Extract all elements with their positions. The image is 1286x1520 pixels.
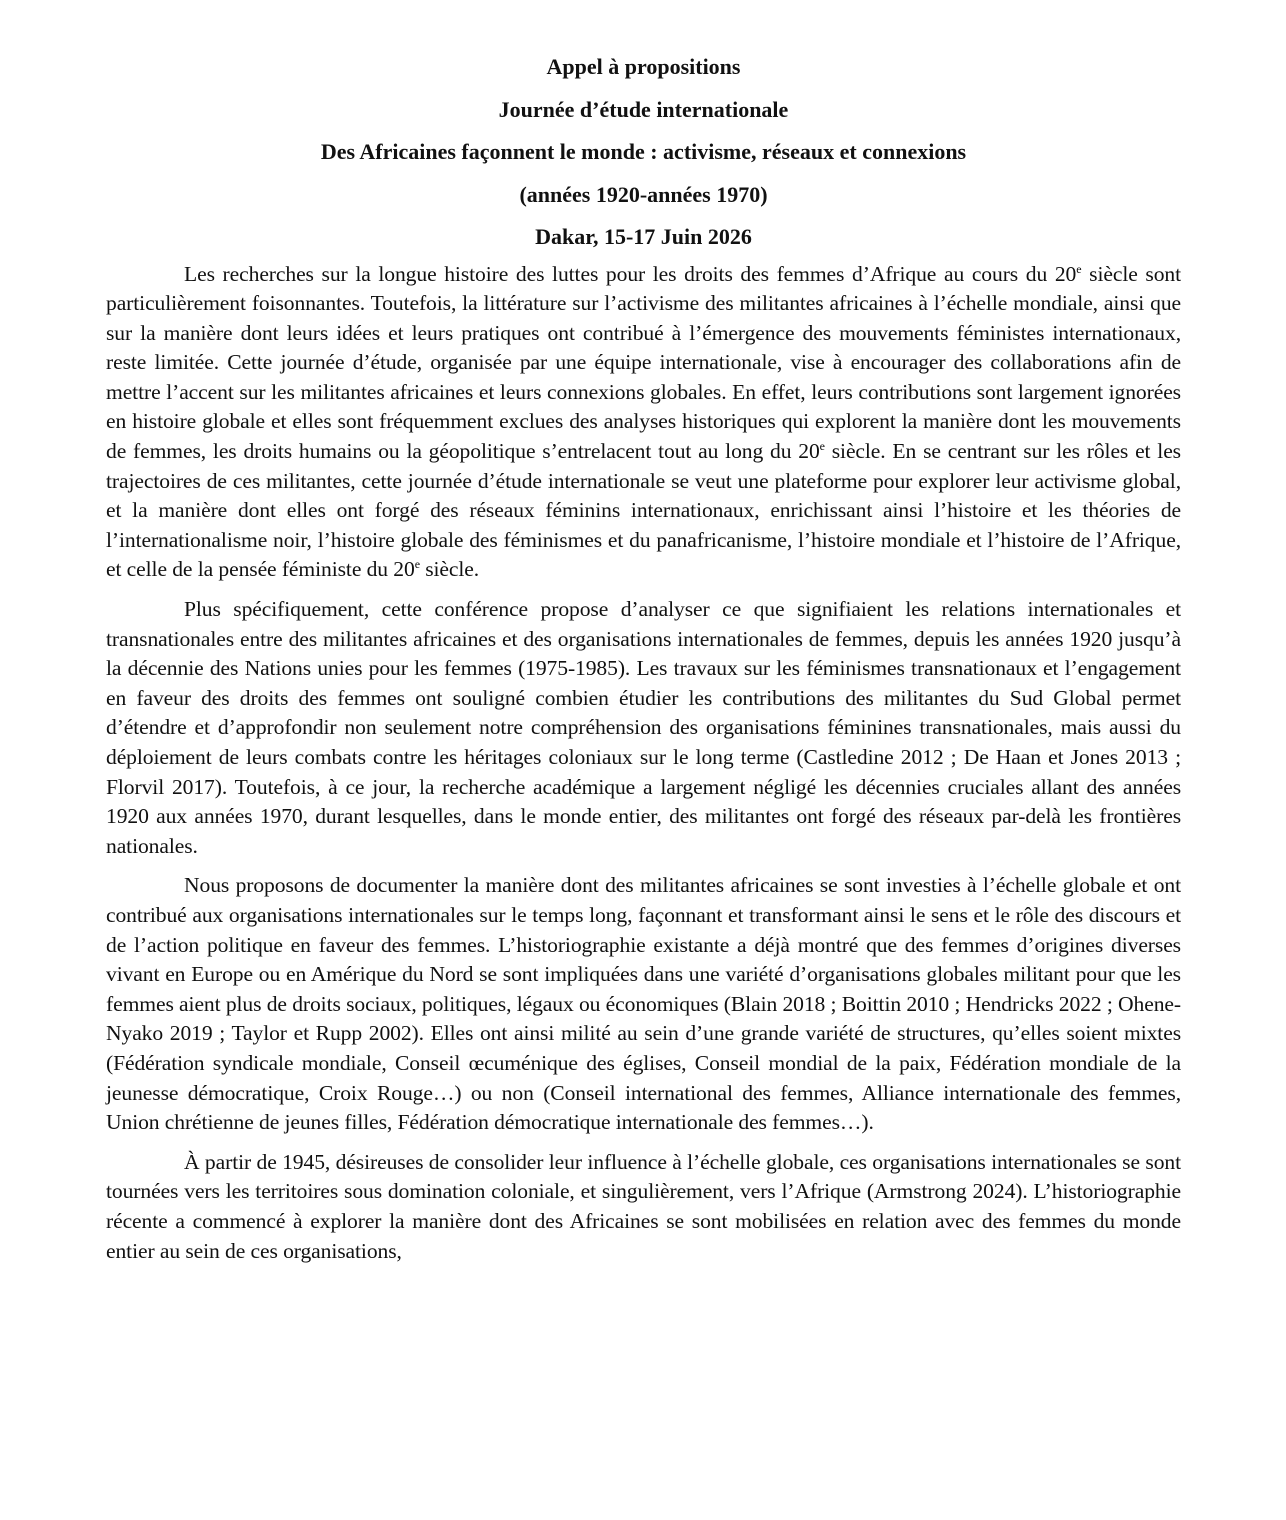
text-segment: siècle. bbox=[419, 557, 480, 582]
call-type-heading: Appel à propositions bbox=[546, 54, 741, 79]
text-segment: Les recherches sur la longue histoire des luttes pour les droits des femmes d’Afrique au cours du 20 bbox=[184, 261, 1077, 286]
text-segment: siècle sont particulièrement foisonnantes. Toutefois, la littérature sur l’activisme des militantes africaines à l’échelle mondiale, ainsi que sur la manière dont leurs idées et leurs pratiques ont contribué à l’émergence des mouvements féministes internationaux, reste limitée. Cette journée d’étude, organisée par une équipe internationale, vise à encourager des collaborations afin de mettre l’accent sur les militantes africaines et leurs connexions globales. En effet, leurs contributions sont largement ignorées en histoire globale et elles sont fréquemment exclues des analyses historiques qui explorent la manière dont les mouvements de femmes, les droits humains ou la géopolitique s’entrelacent tout au long du 20 bbox=[106, 261, 1182, 464]
event-title-heading: Des Africaines façonnent le monde : activisme, réseaux et connexions bbox=[320, 139, 967, 164]
superscript: e bbox=[414, 557, 420, 572]
superscript: e bbox=[819, 439, 825, 454]
text-segment: siècle. En se centrant sur les rôles et les trajectoires de ces militantes, cette journée d’étude internationale se veut une plateforme pour explorer leur activisme global, et la manière dont elles ont forgé des réseaux féminins internationaux, enrichissant ainsi l’histoire et les théories de l’internationalisme noir, l’histoire globale des féminismes et du panafricanisme, l’histoire mondiale et l’histoire de l’Afrique, et celle de la pensée féministe du 20 bbox=[106, 439, 1181, 582]
text-segment: Nous proposons de documenter la manière dont des militantes africaines se sont investies à l’échelle globale et ont contribué aux organisations internationales sur le temps long, façonnant et transformant ainsi le sens et le rôle des discours et de l’action politique en faveur des femmes. L’historiographie existante a déjà montré que des femmes d’origines diverses vivant en Europe ou en Amérique du Nord se sont impliquées dans une variété d’organisations globales militant pour que les femmes aient plus de droits sociaux, politiques, légaux ou économiques (Blain 2018 ; Boittin 2010 ; Hendricks 2022 ; Ohene-Nyako 2019 ; Taylor et Rupp 2002). Elles ont ainsi milité au sein d’une grande variété de structures, qu’elles soient mixtes (Fédération syndicale mondiale, Conseil œcuménique des églises, Conseil mondial de la paix, Fédération mondiale de la jeunesse démocratique, Croix Rouge…) ou non (Conseil international des femmes, Alliance internationale des femmes, Union chrétienne de jeunes filles, Fédération démocratique internationale des femmes…). bbox=[106, 873, 1182, 1135]
period-heading: (années 1920-années 1970) bbox=[519, 181, 768, 207]
text-segment: Plus spécifiquement, cette conférence propose d’analyser ce que signifiaient les relations internationales et transnationales entre des militantes africaines et des organisations internationales de femmes, depuis les années 1920 jusqu’à la décennie des Nations unies pour les femmes (1975-1985). Les travaux sur les féminismes transnationaux et l’engagement en faveur des droits des femmes ont souligné combien étudier les contributions des militantes du Sud Global permet d’étendre et d’approfondir non seulement notre compréhension des organisations féminines transnationales, mais aussi du déploiement de leurs combats contre les héritages coloniaux sur le long terme (Castledine 2012 ; De Haan et Jones 2013 ; Florvil 2017). Toutefois, à ce jour, la recherche académique a largement négligé les décennies cruciales allant des années 1920 aux années 1970, durant lesquelles, dans le monde entier, des militantes ont forgé des réseaux par-delà les frontières nationales. bbox=[106, 597, 1181, 858]
body-text bbox=[106, 260, 1181, 1267]
paragraph-scope bbox=[106, 595, 1181, 861]
event-type-heading: Journée d’étude internationale bbox=[498, 96, 789, 122]
location-date-heading: Dakar, 15-17 Juin 2026 bbox=[535, 224, 752, 249]
paragraph-proposal bbox=[106, 871, 1181, 1137]
paragraph-intro bbox=[106, 260, 1181, 586]
call-header bbox=[106, 46, 1181, 259]
text-segment: À partir de 1945, désireuses de consolider leur influence à l’échelle globale, ces organisations internationales se sont tournées vers les territoires sous domination coloniale, et singulièrement, vers l’Afrique (Armstrong 2024). L’historiographie récente a commencé à explorer la manière dont des Africaines se sont mobilisées en relation avec des femmes du monde entier au sein de ces organisations, bbox=[106, 1149, 1181, 1263]
paragraph-post-1945 bbox=[106, 1148, 1181, 1266]
superscript: e bbox=[1076, 261, 1082, 276]
